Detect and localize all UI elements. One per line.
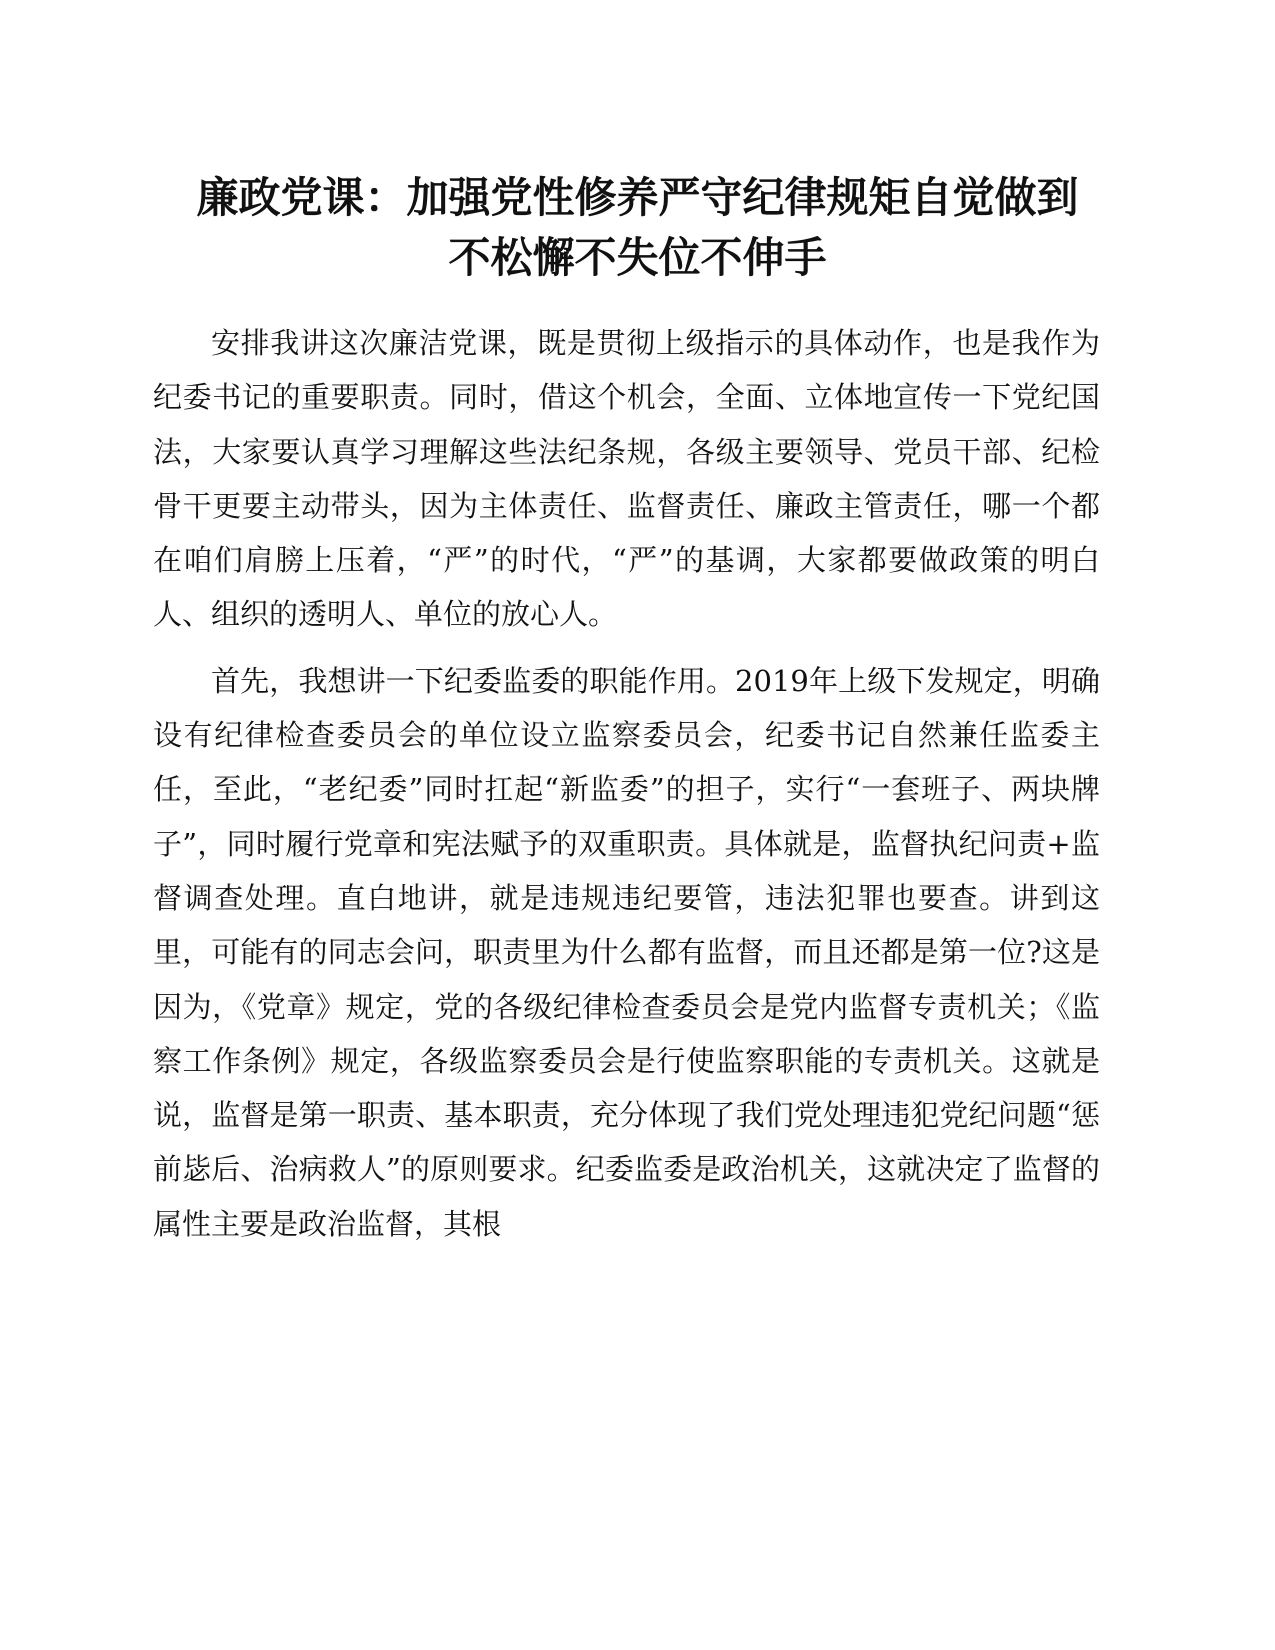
title-line-1: 廉政党课：加强党性修养严守纪律规矩自觉做到 — [196, 173, 1079, 222]
title-line-2: 不松懈不失位不伸手 — [448, 233, 827, 282]
document-title — [150, 168, 1125, 288]
document-body — [153, 316, 1100, 1251]
paragraph-1: 安排我讲这次廉洁党课，既是贯彻上级指示的具体动作，也是我作为纪委书记的重要职责。同时，借这个机会，全面、立体地宣传一下党纪国法，大家要认真学习理解这些法纪条规，各级主要领导、党员干部、纪检骨干更要主动带头，因为主体责任、监督责任、廉政主管责任，哪一个都在咱们肩膀上压着，“严”的时代，“严”的基调，大家都要做政策的明白人、组织的透明人、单位的放心人。 — [153, 326, 1100, 632]
paragraph-2: 首先，我想讲一下纪委监委的职能作用。2019年上级下发规定，明确设有纪律检查委员会的单位设立监察委员会，纪委书记自然兼任监委主任，至此，“老纪委”同时扛起“新监委”的担子，实行“一套班子、两块牌子”，同时履行党章和宪法赋予的双重职责。具体就是，监督执纪问责+监督调查处理。直白地讲，就是违规违纪要管，违法犯罪也要查。讲到这里，可能有的同志会问，职责里为什么都有监督，而且还都是第一位?这是因为，《党章》规定，党的各级纪律检查委员会是党内监督专责机关；《监察工作条例》规定，各级监察委员会是行使监察职能的专责机关。这就是说，监督是第一职责、基本职责，充分体现了我们党处理违犯党纪问题“惩前毖后、治病救人”的原则要求。纪委监委是政治机关，这就决定了监督的属性主要是政治监督，其根 — [153, 663, 1100, 1241]
